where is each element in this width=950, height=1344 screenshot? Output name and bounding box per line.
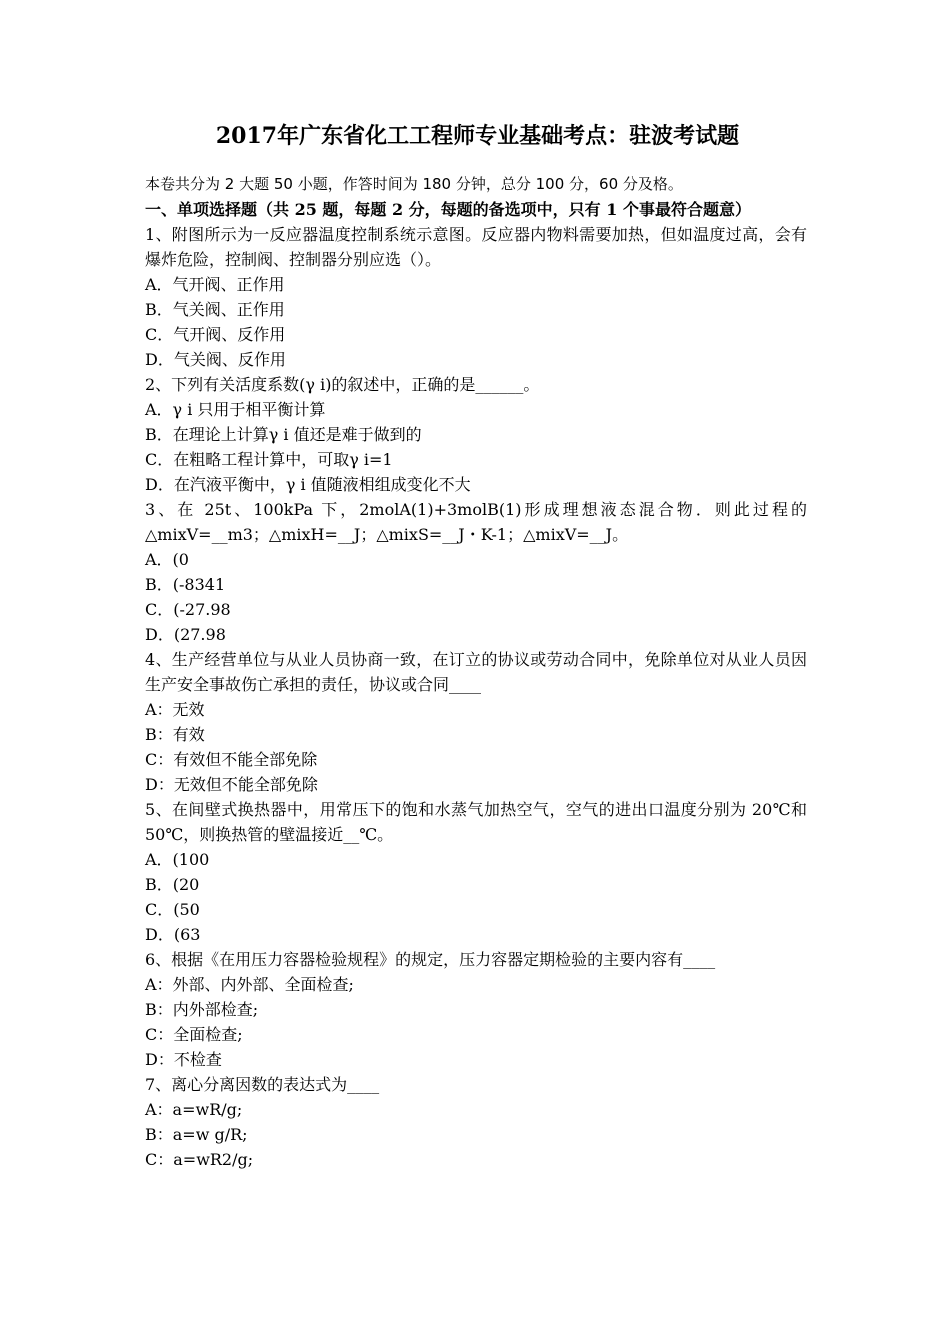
answer-option: A：a=wR/g; [145, 1100, 243, 1119]
answer-option: A：无效 [145, 700, 205, 719]
answer-option: D：不检查 [145, 1050, 222, 1069]
answer-option: A．(100 [145, 850, 210, 869]
answer-option: A．气开阀、正作用 [145, 275, 285, 294]
answer-option: D．在汽液平衡中，γ i 值随液相组成变化不大 [145, 475, 471, 494]
answer-option: D．(27.98 [145, 625, 226, 644]
question-block [145, 1072, 810, 1172]
answer-option: B．(20 [145, 875, 200, 894]
answer-option: C．在粗略工程计算中，可取γ i=1 [145, 450, 393, 469]
document-title: 2017年广东省化工工程师专业基础考点：驻波考试题 [215, 123, 740, 149]
question-block [145, 797, 810, 947]
answer-option: C：有效但不能全部免除 [145, 750, 318, 769]
answer-option: A．γ i 只用于相平衡计算 [145, 400, 326, 419]
question-text: 4、生产经营单位与从业人员协商一致，在订立的协议或劳动合同中，免除单位对从业人员因生产安全事故伤亡承担的责任，协议或合同____ [145, 650, 807, 694]
question-text: 2、下列有关活度系数(γ i)的叙述中，正确的是______。 [145, 375, 540, 394]
answer-option: B．(-8341 [145, 575, 226, 594]
answer-option: B：有效 [145, 725, 205, 744]
question-block [145, 947, 810, 1072]
answer-option: A：外部、内外部、全面检查; [145, 975, 354, 994]
document-page [145, 118, 810, 1172]
question-block [145, 497, 810, 647]
exam-intro: 本卷共分为 2 大题 50 小题，作答时间为 180 分钟，总分 100 分，60 分及格。 [145, 175, 683, 193]
answer-option: C．(50 [145, 900, 200, 919]
answer-option: D：无效但不能全部免除 [145, 775, 318, 794]
answer-option: B：内外部检查; [145, 1000, 259, 1019]
answer-option: A．(0 [145, 550, 189, 569]
answer-option: B．在理论上计算γ i 值还是难于做到的 [145, 425, 422, 444]
answer-option: B：a=w g/R; [145, 1125, 248, 1144]
question-text: 1、附图所示为一反应器温度控制系统示意图。反应器内物料需要加热，但如温度过高，会有爆炸危险，控制阀、控制器分别应选（）。 [145, 225, 807, 269]
question-text: 5、在间壁式换热器中，用常压下的饱和水蒸气加热空气，空气的进出口温度分别为 20℃和 50℃，则换热管的壁温接近__℃。 [145, 800, 807, 844]
answer-option: C：a=wR2/g; [145, 1150, 254, 1169]
question-list [145, 222, 810, 1172]
question-block [145, 222, 810, 372]
answer-option: B．气关阀、正作用 [145, 300, 285, 319]
answer-option: C．(-27.98 [145, 600, 231, 619]
answer-option: D．(63 [145, 925, 201, 944]
question-block [145, 647, 810, 797]
section-heading: 一、单项选择题（共 25 题，每题 2 分，每题的备选项中，只有 1 个事最符合题意） [145, 200, 751, 219]
question-text: 7、离心分离因数的表达式为____ [145, 1075, 380, 1094]
answer-option: C．气开阀、反作用 [145, 325, 286, 344]
question-text: 3、在 25t、100kPa 下，2molA(1)+3molB(1)形成理想液态混合物．则此过程的△mixV=__m3；△mixH=__J；△mixS=__J・K-1；△mixV=__J。 [145, 500, 807, 544]
question-block [145, 372, 810, 497]
question-text: 6、根据《在用压力容器检验规程》的规定，压力容器定期检验的主要内容有____ [145, 950, 716, 969]
answer-option: C：全面检查; [145, 1025, 243, 1044]
answer-option: D．气关阀、反作用 [145, 350, 286, 369]
